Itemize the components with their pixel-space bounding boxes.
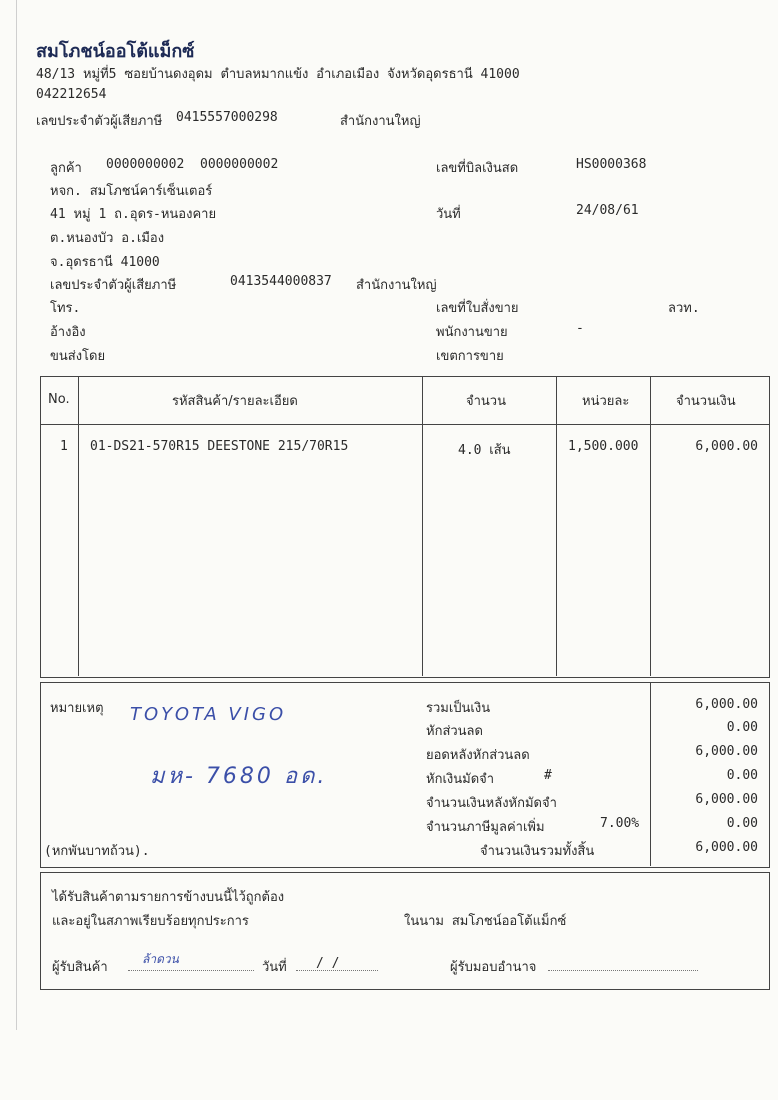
- col-divider: [78, 376, 79, 676]
- summary-divider: [650, 682, 651, 866]
- bill-no: HS0000368: [576, 157, 647, 172]
- header-description: รหัสสินค้า/รายละเอียด: [172, 394, 298, 409]
- bill-no-label: เลขที่บิลเงินสด: [436, 161, 519, 176]
- row-no: 1: [60, 439, 68, 454]
- receive-date-label: วันที่: [262, 960, 287, 975]
- confirm-line-2: และอยู่ในสภาพเรียบร้อยทุกประการ: [52, 914, 249, 929]
- after-deposit-value: 6,000.00: [695, 792, 758, 807]
- company-phone: 042212654: [36, 87, 107, 102]
- on-behalf-of: ในนาม สมโภชน์ออโต้แม็กซ์: [404, 914, 567, 929]
- remark-handwritten-plate: มห- 7680 อด.: [150, 764, 328, 789]
- table-header-divider: [40, 424, 769, 425]
- authorized-signature-line: [548, 970, 698, 972]
- sales-label: พนักงานขาย: [436, 325, 508, 340]
- vat-value: 0.00: [726, 816, 758, 831]
- deposit-label: หักเงินมัดจำ: [426, 772, 495, 787]
- customer-ship-label: ขนส่งโดย: [50, 349, 106, 364]
- vat-rate: 7.00%: [600, 816, 640, 831]
- customer-code-1: 0000000002: [106, 157, 185, 172]
- row-quantity: 4.0 เส้น: [458, 443, 511, 458]
- company-tax-id: 0415557000298: [176, 110, 278, 125]
- header-unit-price: หน่วยละ: [582, 394, 630, 409]
- confirm-line-1: ได้รับสินค้าตามรายการข้างบนนี้ไว้ถูกต้อง: [52, 890, 285, 905]
- customer-tax-label: เลขประจำตัวผู้เสียภาษี: [50, 278, 177, 293]
- row-amount: 6,000.00: [695, 439, 758, 454]
- order-no-value: ลวท.: [668, 301, 700, 316]
- customer-address-1: 41 หมู่ 1 ถ.อุดร-หนองคาย: [50, 207, 217, 222]
- total-value: 6,000.00: [695, 697, 758, 712]
- grand-total-label: จำนวนเงินรวมทั้งสิ้น: [480, 844, 595, 859]
- receiver-signature: ล้าดวน: [142, 952, 179, 966]
- customer-ref-label: อ้างอิง: [50, 325, 86, 340]
- discount-label: หักส่วนลด: [426, 724, 483, 739]
- order-no-label: เลขที่ใบสั่งขาย: [436, 301, 519, 316]
- customer-address-3: จ.อุดรธานี 41000: [50, 255, 160, 270]
- remark-handwritten-car: TOYOTA VIGO: [130, 704, 287, 725]
- row-unit-price: 1,500.000: [568, 439, 639, 454]
- bill-date: 24/08/61: [576, 203, 639, 218]
- after-deposit-label: จำนวนเงินหลังหักมัดจำ: [426, 796, 557, 811]
- authorized-label: ผู้รับมอบอำนาจ: [450, 960, 537, 975]
- header-amount: จำนวนเงิน: [676, 394, 736, 409]
- total-label: รวมเป็นเงิน: [426, 701, 491, 716]
- col-divider: [650, 376, 651, 676]
- customer-branch: สำนักงานใหญ่: [356, 278, 437, 293]
- header-no: No.: [48, 392, 70, 407]
- deposit-hash: #: [544, 768, 552, 783]
- row-description: 01-DS21-570R15 DEESTONE 215/70R15: [90, 439, 349, 454]
- header-quantity: จำนวน: [466, 394, 506, 409]
- after-discount-label: ยอดหลังหักส่วนลด: [426, 748, 530, 763]
- customer-address-2: ต.หนองบัว อ.เมือง: [50, 231, 165, 246]
- receiver-signature-line: [128, 970, 254, 972]
- deposit-value: 0.00: [726, 768, 758, 783]
- company-address: 48/13 หมู่ที่5 ซอยบ้านดงอุดม ตำบลหมากแข้ง อำเภอเมือง จังหวัดอุดรธานี 41000: [36, 67, 520, 82]
- amount-in-words: (หกพันบาทถ้วน).: [44, 844, 150, 859]
- bill-date-label: วันที่: [436, 207, 461, 222]
- receive-date-line: [296, 970, 378, 972]
- col-divider: [556, 376, 557, 676]
- vat-label: จำนวนภาษีมูลค่าเพิ่ม: [426, 820, 545, 835]
- customer-tel-label: โทร.: [50, 301, 81, 316]
- sales-value: -: [576, 321, 584, 336]
- area-label: เขตการขาย: [436, 349, 504, 364]
- items-table: [40, 376, 770, 678]
- company-name: สมโภชน์ออโต้แม็กซ์: [36, 41, 195, 62]
- customer-label: ลูกค้า: [50, 161, 82, 176]
- customer-code-2: 0000000002: [200, 157, 279, 172]
- col-divider: [422, 376, 423, 676]
- grand-total-value: 6,000.00: [695, 840, 758, 855]
- company-tax-label: เลขประจำตัวผู้เสียภาษี: [36, 114, 163, 129]
- customer-name: หจก. สมโภชน์คาร์เซ็นเตอร์: [50, 184, 213, 199]
- receiver-label: ผู้รับสินค้า: [52, 960, 108, 975]
- page-edge: [16, 0, 17, 1030]
- remark-label: หมายเหตุ: [50, 701, 104, 716]
- discount-value: 0.00: [726, 720, 758, 735]
- customer-tax-id: 0413544000837: [230, 274, 332, 289]
- company-branch: สำนักงานใหญ่: [340, 114, 421, 129]
- after-discount-value: 6,000.00: [695, 744, 758, 759]
- receive-date-slashes: / /: [316, 956, 340, 971]
